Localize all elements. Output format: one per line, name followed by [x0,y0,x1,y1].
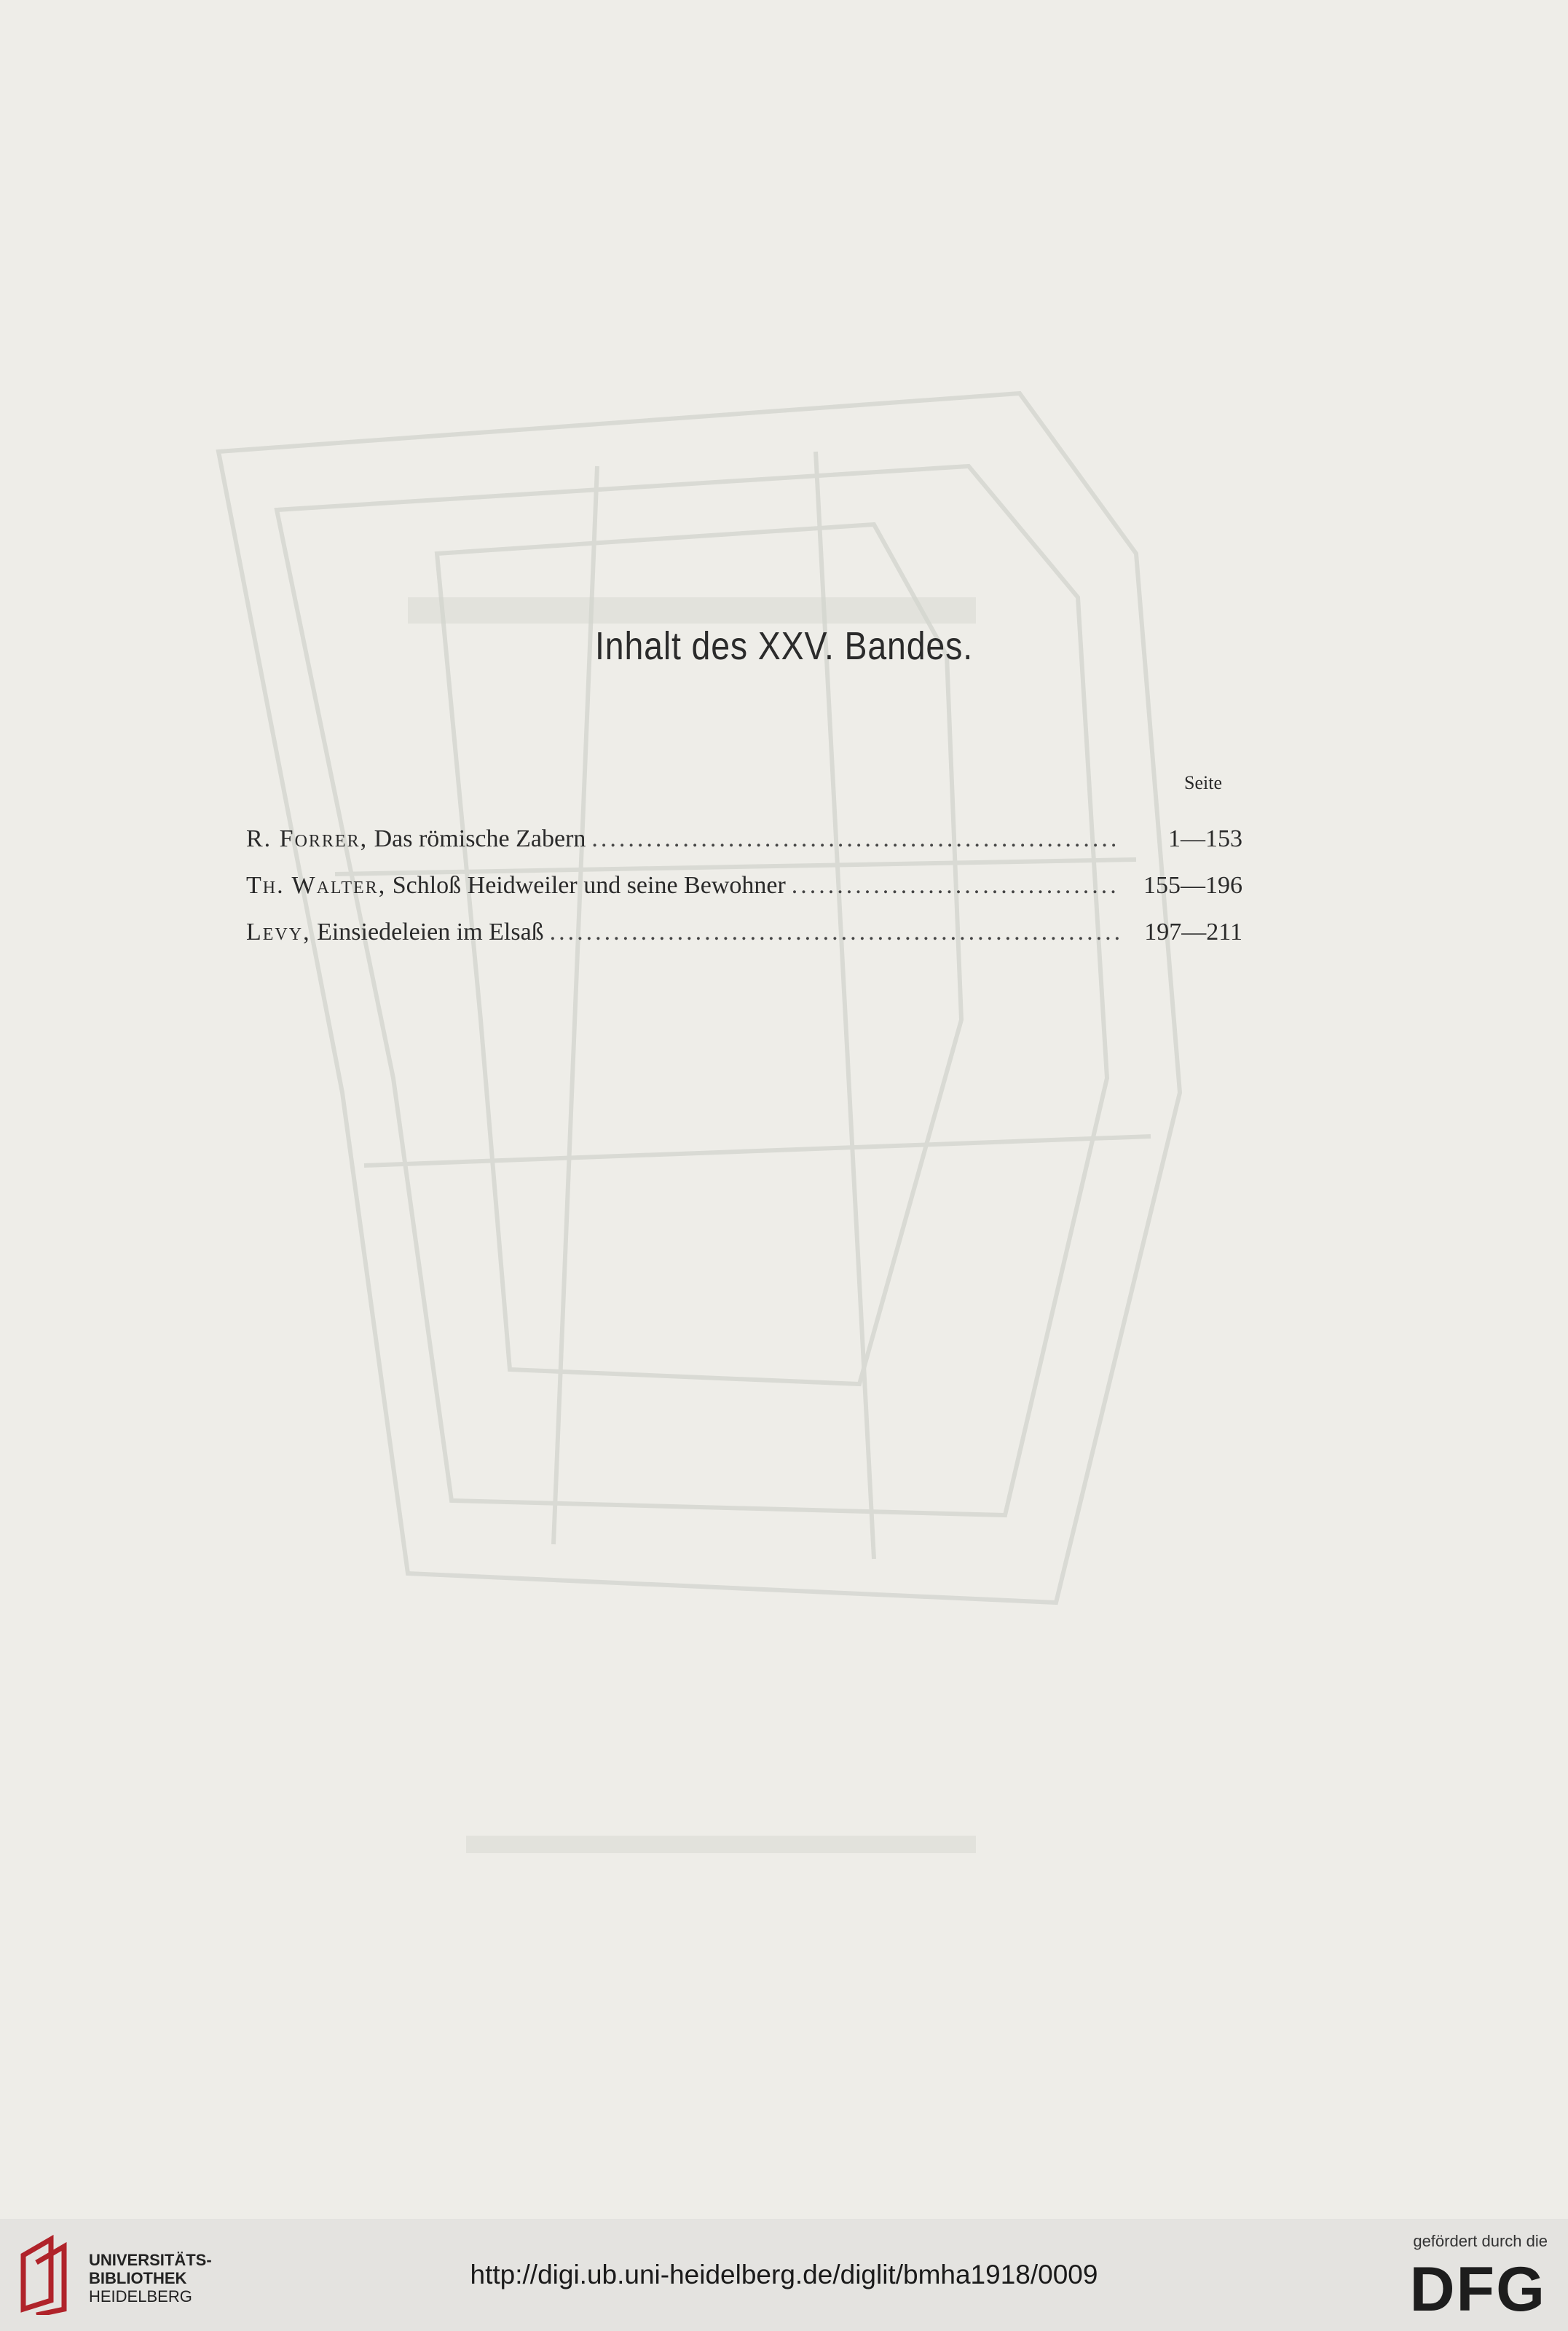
entry-author: R. Forrer, [246,825,369,852]
page-title: Inhalt des XXV. Bandes. [595,624,973,668]
entry-pages: 197—211 [1144,919,1242,946]
table-of-contents [246,772,1242,956]
footer-bar [0,2219,1568,2331]
library-name-line: BIBLIOTHEK [89,2269,187,2287]
entry-pages: 1—153 [1168,825,1242,852]
entry-author: Levy, [246,919,311,946]
entry-pages: 155—196 [1143,872,1242,899]
library-name-line: UNIVERSITÄTS- [89,2251,212,2269]
library-name-line: HEIDELBERG [89,2287,192,2306]
entry-title: Schloß Heidweiler und seine Bewohner [392,872,786,899]
toc-entry [246,909,1242,956]
dot-leader [591,816,1120,862]
entry-title: Das römische Zabern [374,825,586,852]
funding-label: gefördert durch die [1413,2232,1548,2250]
entry-author: Th. Walter, [246,872,387,899]
entry-title: Einsiedeleien im Elsaß [317,919,544,946]
toc-entry [246,816,1242,862]
permalink-url[interactable]: http://digi.ub.uni-heidelberg.de/diglit/bmha1918/0009 [470,2260,1098,2289]
dot-leader [550,909,1120,956]
dfg-logo[interactable]: DFG [1409,2255,1546,2324]
dot-leader [792,862,1120,909]
toc-entry [246,862,1242,909]
page-column-header: Seite [1184,772,1222,793]
